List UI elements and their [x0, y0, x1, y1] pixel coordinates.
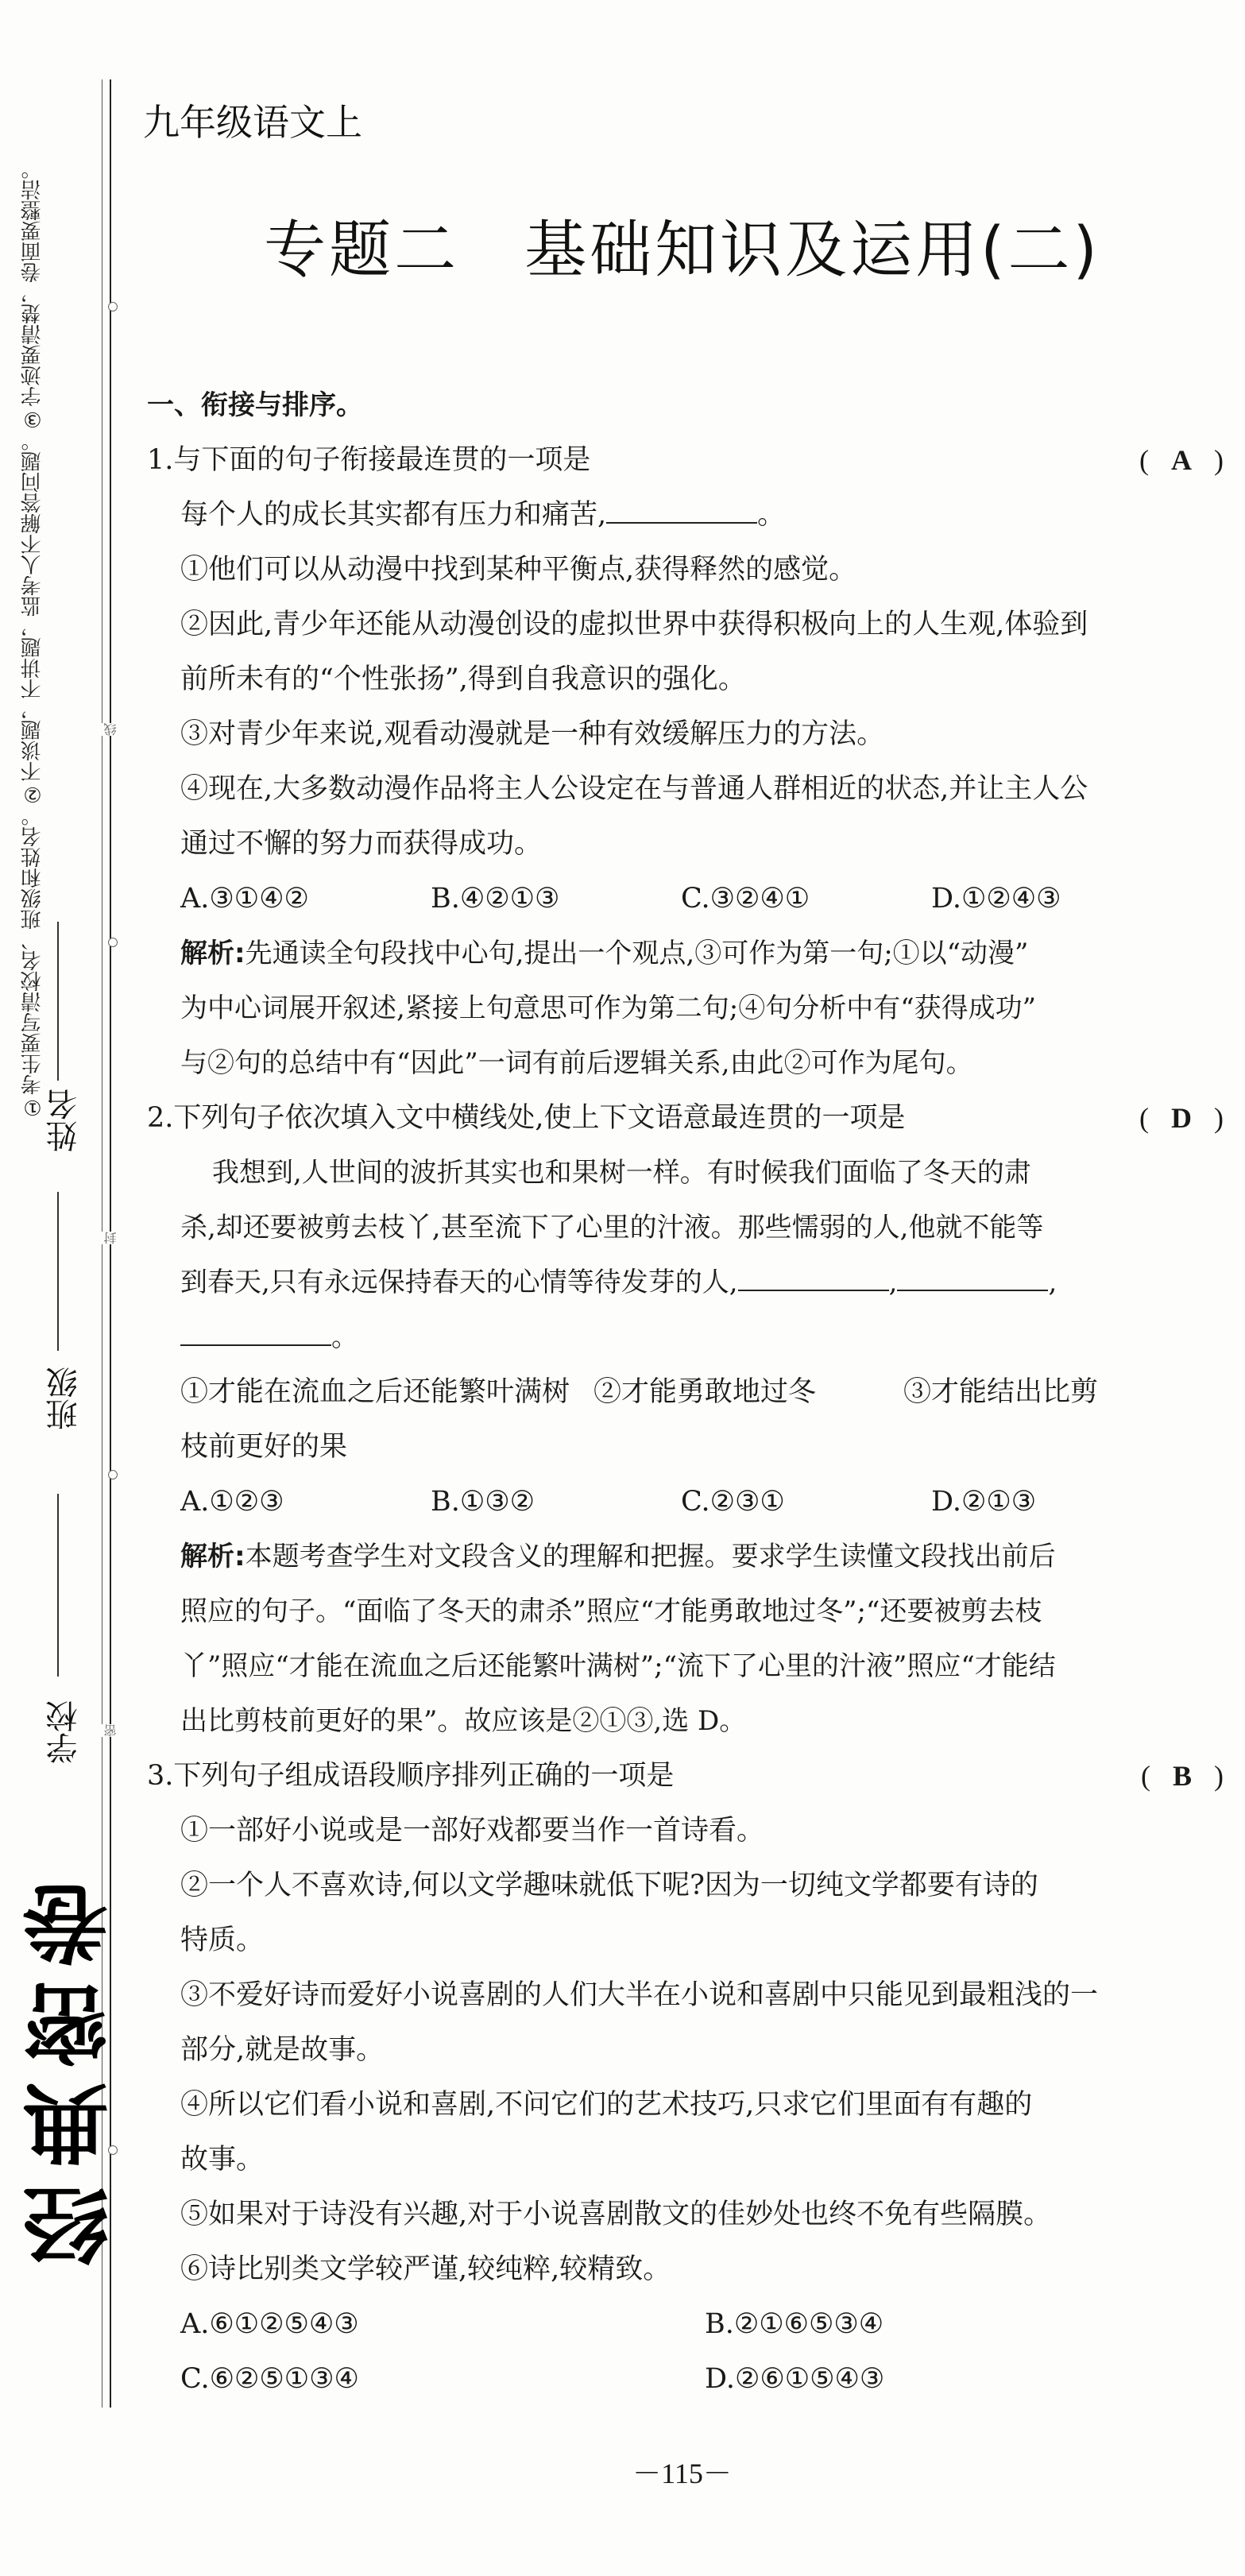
- q1-item: ②因此,青少年还能从动漫创设的虚拟世界中获得积极向上的人生观,体验到: [180, 609, 1088, 640]
- q3-item: 部分,就是故事。: [180, 2034, 385, 2066]
- q1-item: ①他们可以从动漫中找到某种平衡点,获得释然的感觉。: [180, 554, 857, 586]
- seal-mark-line: 线: [103, 723, 118, 736]
- q3-item: ⑤如果对于诗没有兴趣,对于小说喜剧散文的佳妙处也终不免有些隔膜。: [180, 2199, 1052, 2230]
- passage-period: 。: [331, 1321, 358, 1353]
- page-number: －115－: [632, 2458, 732, 2489]
- question-stem: 3.下列句子组成语段顺序排列正确的一项是: [147, 1760, 675, 1792]
- q2-options: [147, 1365, 1224, 1420]
- binding-strip: [0, 0, 123, 2576]
- binding-hole: [108, 302, 118, 311]
- name-line: [57, 922, 59, 1081]
- grade-label: 九年级语文上: [143, 101, 362, 144]
- exam-notice: ①考生要写清校名、班级和姓名。②不谈题，不讲题，监考人不解答问题。③字迹要清楚，卷面要整洁。: [21, 159, 44, 1119]
- q2-passage-line: 我想到,人世间的波折其实也和果树一样。有时候我们面临了冬天的肃: [212, 1157, 1031, 1189]
- choice-a: A.⑥①②⑤④③: [180, 2308, 359, 2340]
- class-label: 班级: [46, 1367, 83, 1430]
- question-2-stem: [147, 1091, 1224, 1146]
- choice-c: C.②③①: [681, 1486, 785, 1518]
- q3-item: 特质。: [180, 1924, 265, 1956]
- q1-choices: [147, 872, 1224, 926]
- choice-b: B.②①⑥⑤③④: [705, 2308, 884, 2340]
- exam-content: [147, 378, 1224, 2407]
- analysis-label: 解析:: [180, 1541, 246, 1572]
- choice-c: C.③②④①: [681, 883, 810, 915]
- q3-choices: [147, 2297, 1224, 2352]
- fill-blank: [606, 498, 757, 524]
- q3-item: 故事。: [180, 2144, 265, 2176]
- class-line: [57, 1192, 59, 1351]
- answer-letter: B: [1172, 1760, 1192, 1792]
- q1-item: ③对青少年来说,观看动漫就是一种有效缓解压力的方法。: [180, 718, 885, 750]
- passage-text: 到春天,只有永远保持春天的心情等待发芽的人,: [180, 1267, 738, 1298]
- analysis-label: 解析:: [180, 938, 246, 969]
- q3-item: ⑥诗比别类文学较严谨,较纯粹,较精致。: [180, 2253, 671, 2285]
- name-label: 姓名: [46, 1089, 83, 1152]
- q2-choices: [147, 1475, 1224, 1530]
- answer-letter: D: [1171, 1102, 1192, 1134]
- q3-item: ④所以它们看小说和喜剧,不问它们的艺术技巧,只求它们里面有有趣的: [180, 2089, 1033, 2121]
- fill-blank: [738, 1266, 889, 1291]
- analysis-text: 先通读全句段找中心句,提出一个观点,③可作为第一句;①以“动漫”: [245, 938, 1029, 969]
- q1-analysis-line: 与②句的总结中有“因此”一词有前后逻辑关系,由此②可作为尾句。: [180, 1047, 973, 1079]
- answer-letter: A: [1171, 444, 1192, 476]
- sentence-end: 。: [757, 499, 786, 531]
- section-heading: 一、衔接与排序。: [147, 389, 363, 421]
- q3-item: ③不爱好诗而爱好小说喜剧的人们大半在小说和喜剧中只能见到最粗浅的一: [180, 1979, 1099, 2011]
- brand-logo: 经典密卷: [23, 1867, 123, 2268]
- q2-analysis-line: 照应的句子。“面临了冬天的肃杀”照应“才能勇敢地过冬”;“还要被剪去枝: [180, 1595, 1042, 1627]
- q1-item: ④现在,大多数动漫作品将主人公设定在与普通人群相近的状态,并让主人公: [180, 773, 1088, 805]
- fill-blank: [180, 1321, 331, 1346]
- choice-d: D.①②④③: [931, 883, 1061, 915]
- q3-item: ①一部好小说或是一部好戏都要当作一首诗看。: [180, 1815, 765, 1847]
- choice-a: A.①②③: [180, 1486, 284, 1518]
- q2-passage-line: [147, 1310, 1224, 1365]
- q2-option: ①才能在流血之后还能繁叶满树: [180, 1376, 570, 1408]
- q3-item: ②一个人不喜欢诗,何以文学趣味就低下呢?因为一切纯文学都要有诗的: [180, 1870, 1038, 1901]
- q2-analysis-line: 丫”照应“才能在流血之后还能繁叶满树”;“流下了心里的汁液”照应“才能结: [180, 1650, 1056, 1682]
- q2-analysis-line: 出比剪枝前更好的果”。故应该是②①③,选 D。: [180, 1705, 747, 1737]
- choice-b: B.④②①③: [431, 883, 560, 915]
- q2-passage-line: 杀,却还要被剪去枝丫,甚至流下了心里的汁液。那些懦弱的人,他就不能等: [180, 1212, 1044, 1244]
- seal-mark-secret: 密: [103, 1724, 118, 1737]
- question-stem: 2.下列句子依次填入文中横线处,使上下文语意最连贯的一项是: [147, 1102, 906, 1134]
- q1-item: 前所未有的“个性张扬”,得到自我意识的强化。: [180, 663, 746, 695]
- q2-passage-line: [147, 1255, 1224, 1310]
- q1-sentence: [147, 488, 1224, 543]
- sentence-text: 每个人的成长其实都有压力和痛苦,: [180, 499, 607, 531]
- question-1-stem: [147, 433, 1224, 488]
- binding-hole: [108, 938, 118, 947]
- choice-d: D.②①③: [931, 1486, 1037, 1518]
- q1-item: 通过不懈的努力而获得成功。: [180, 828, 543, 860]
- answer-bracket: ( B ): [1141, 1749, 1224, 1804]
- analysis-text: 本题考查学生对文段含义的理解和把握。要求学生读懂文段找出前后: [245, 1541, 1056, 1572]
- q1-analysis-line: 为中心词展开叙述,紧接上句意思可作为第二句;④句分析中有“获得成功”: [180, 992, 1037, 1024]
- passage-comma: ,: [1048, 1267, 1057, 1298]
- school-line: [57, 1494, 59, 1677]
- school-label: 学校: [46, 1700, 83, 1764]
- question-3-stem: [147, 1749, 1224, 1804]
- answer-bracket: ( A ): [1139, 433, 1224, 488]
- fill-blank: [897, 1266, 1048, 1291]
- q1-analysis: [147, 926, 1224, 981]
- question-stem: 1.与下面的句子衔接最连贯的一项是: [147, 444, 591, 476]
- q2-option-cont: 枝前更好的果: [180, 1431, 348, 1463]
- choice-a: A.③①④②: [180, 883, 309, 915]
- choice-d: D.②⑥①⑤④③: [705, 2363, 885, 2395]
- q2-analysis: [147, 1530, 1224, 1584]
- passage-comma: ,: [888, 1267, 898, 1298]
- page-title: 专题二 基础知识及运用(二): [264, 215, 1100, 286]
- q3-choices: [147, 2352, 1224, 2407]
- q2-option: ②才能勇敢地过冬: [594, 1376, 817, 1408]
- q2-option: ③才能结出比剪: [903, 1376, 1099, 1408]
- answer-bracket: ( D ): [1139, 1091, 1224, 1146]
- choice-c: C.⑥②⑤①③④: [180, 2363, 359, 2395]
- choice-b: B.①③②: [431, 1486, 535, 1518]
- binding-hole: [108, 1470, 118, 1479]
- seal-mark-seal: 封: [103, 1232, 118, 1244]
